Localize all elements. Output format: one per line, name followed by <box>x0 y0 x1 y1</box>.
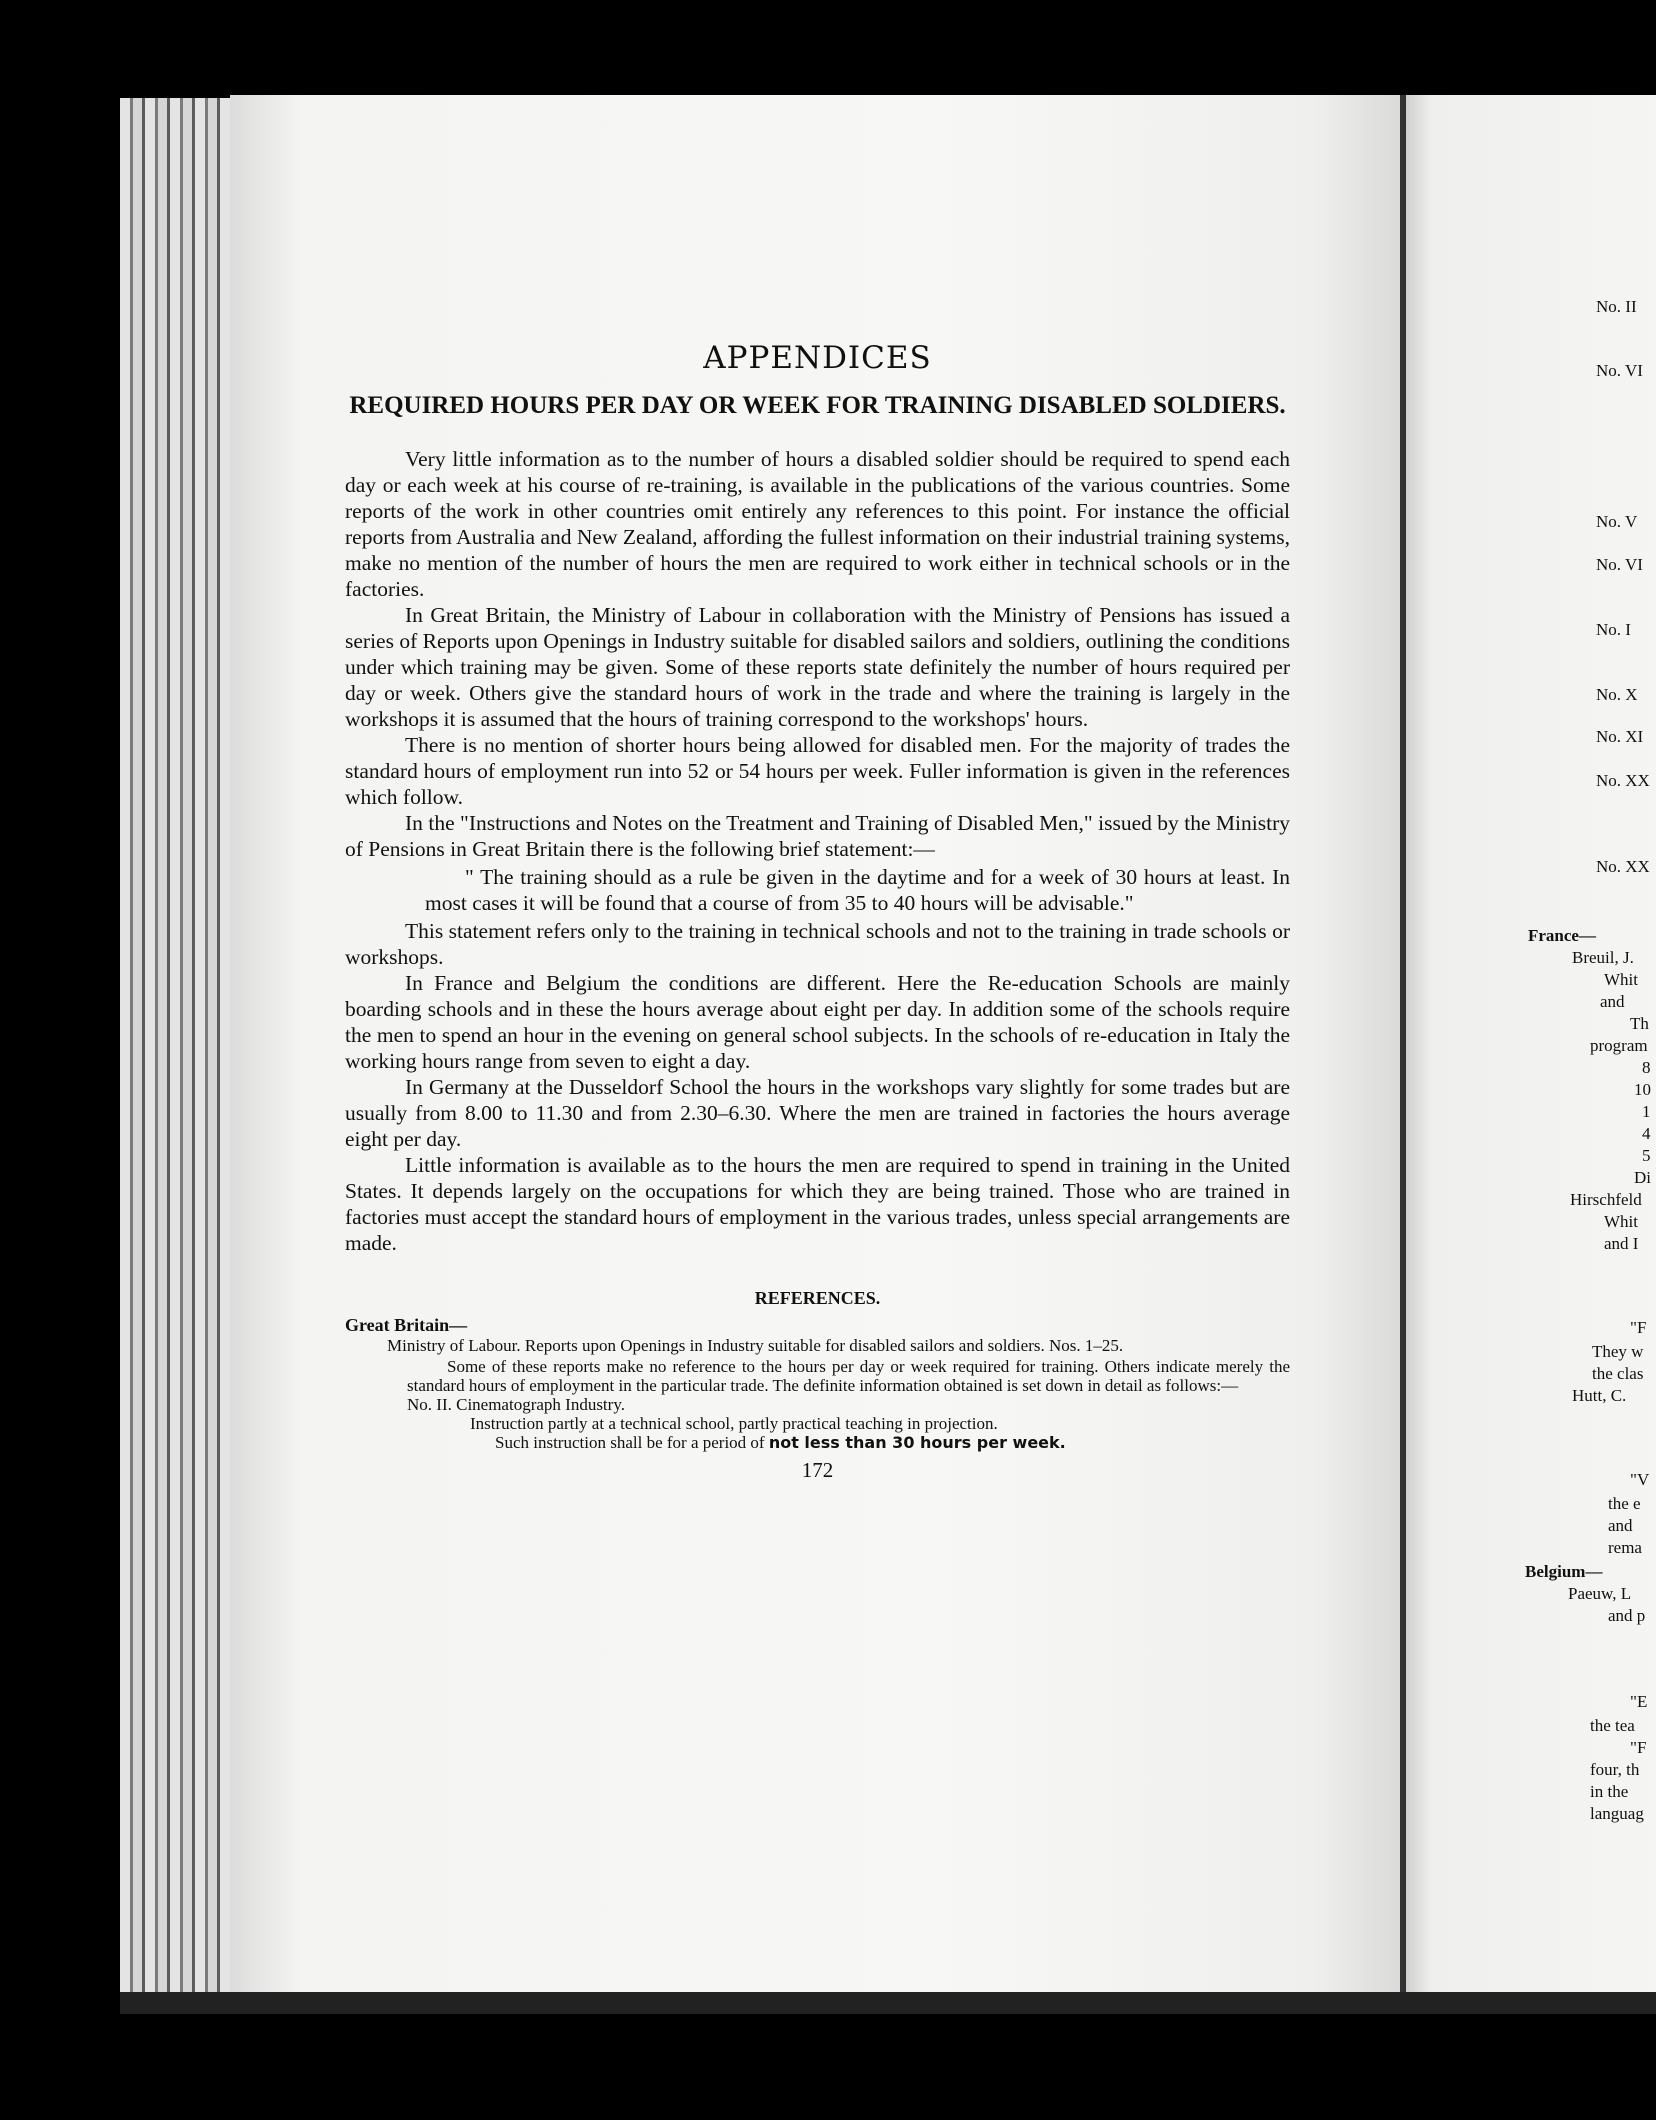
page-title: APPENDICES <box>703 340 932 376</box>
paragraph: This statement refers only to the training in technical schools and not to the training in trade schools or workshops. <box>345 919 1290 969</box>
paragraph: In Great Britain, the Ministry of Labour in collaboration with the Ministry of Pensions has issued a series of Reports upon Openings in Industry suitable for disabled sailors and soldiers, outlining the conditions under which training may be given. Some of these reports state definitely the number of hours required per day or week. Others give the standard hours of work in the trade and where the training is largely in the workshops it is assumed that the hours of training correspond to the workshops' hours. <box>345 603 1290 731</box>
page-number: 172 <box>801 1458 834 1482</box>
reference-entry: Ministry of Labour. Reports upon Openings in Industry suitable for disabled sailors and soldiers. Nos. 1–25. <box>387 1336 1124 1355</box>
left-page-content <box>345 340 1290 1483</box>
right-page-fragment: No. X <box>1596 685 1638 704</box>
right-page-fragment: the tea <box>1590 1716 1635 1735</box>
right-page-fragment: and <box>1608 1516 1633 1535</box>
right-page-fragment: in the <box>1590 1782 1629 1801</box>
reference-detail: Instruction partly at a technical school, partly practical teaching in projection. <box>470 1414 998 1433</box>
right-page-fragment: Paeuw, L <box>1568 1584 1632 1603</box>
right-page-fragment: They w <box>1592 1342 1644 1361</box>
right-page-fragment: and I <box>1604 1234 1639 1253</box>
body-text <box>345 446 1290 1256</box>
right-page-fragment: No. V <box>1596 512 1638 531</box>
right-page-fragment: languag <box>1590 1804 1644 1823</box>
paragraph: In the "Instructions and Notes on the Treatment and Training of Disabled Men," issued by the Ministry of Pensions in Great Britain there is the following brief statement:— <box>345 811 1290 861</box>
paragraph: There is no mention of shorter hours being allowed for disabled men. For the majority of trades the standard hours of employment run into 52 or 54 hours per week. Fuller information is given in the references which follow. <box>345 733 1290 809</box>
right-page-fragment: No. XI <box>1596 727 1644 746</box>
right-page-fragment: and p <box>1608 1606 1646 1625</box>
right-page-fragment: Whit <box>1604 970 1638 989</box>
right-page-fragment: Belgium— <box>1525 1562 1603 1581</box>
right-page-fragment: Whit <box>1604 1212 1638 1231</box>
right-page-fragment: Hirschfeld <box>1570 1190 1642 1209</box>
reference-item: No. II. Cinematograph Industry. <box>407 1395 625 1414</box>
right-page-fragment: rema <box>1608 1538 1642 1557</box>
paragraph: Little information is available as to the hours the men are required to spend in training in the United States. It depends largely on the occupations for which they are being trained. Those who are trained in factories must accept the standard hours of employment in the various trades, unless special arrangements are made. <box>345 1153 1290 1255</box>
paragraph: Very little information as to the number of hours a disabled soldier should be required to spend each day or each week at his course of re-training, is available in the publications of the various countries. Some reports of the work in other countries omit entirely any references to this point. For instance the official reports from Australia and New Zealand, affording the fullest information on their industrial training systems, make no mention of the number of hours the men are required to work either in technical schools or in the factories. <box>345 447 1290 601</box>
right-page-fragment: No. XX <box>1596 857 1650 876</box>
right-page-fragment: No. XX <box>1596 771 1650 790</box>
right-page-fragment: program <box>1590 1036 1648 1055</box>
right-page-fragment: "F <box>1630 1318 1647 1337</box>
right-page-fragment: "E <box>1630 1692 1648 1711</box>
right-page-fragment: 8 <box>1642 1058 1651 1077</box>
right-page-fragment: 5 <box>1642 1146 1651 1165</box>
right-page-fragment: France— <box>1528 926 1596 945</box>
reference-region: Great Britain— <box>345 1315 468 1335</box>
book-page-edges <box>120 98 240 1998</box>
right-page-fragment: No. I <box>1596 620 1631 639</box>
right-page-fragment: 1 <box>1642 1102 1651 1121</box>
block-quote: " The training should as a rule be given in the daytime and for a week of 30 hours at least. In most cases it will be found that a course of from 35 to 40 hours will be advisable." <box>425 865 1290 915</box>
right-page-fragment: the e <box>1608 1494 1641 1513</box>
reference-detail <box>495 1433 1290 1452</box>
right-page-fragment: "F <box>1630 1738 1647 1757</box>
right-page-fragment: No. VI <box>1596 361 1643 380</box>
right-page-fragment: Th <box>1630 1014 1649 1033</box>
references-heading: REFERENCES. <box>754 1288 881 1308</box>
right-page-fragment: the clas <box>1592 1364 1644 1383</box>
right-page-fragment: "V <box>1630 1470 1650 1489</box>
right-page-fragment: No. II <box>1596 297 1637 316</box>
right-page-fragment: and <box>1600 992 1625 1011</box>
paragraph: In Germany at the Dusseldorf School the hours in the workshops vary slightly for some trades but are usually from 8.00 to 11.30 and from 2.30–6.30. Where the men are trained in factories the hours average eight per day. <box>345 1075 1290 1151</box>
right-page-fragment: Di <box>1634 1168 1651 1187</box>
paragraph: In France and Belgium the conditions are different. Here the Re-education Schools are mainly boarding schools and in these the hours average about eight per day. In addition some of the schools require the men to spend an hour in the evening on general school subjects. In the schools of re-education in Italy the working hours range from seven to eight a day. <box>345 971 1290 1073</box>
section-heading: REQUIRED HOURS PER DAY OR WEEK FOR TRAINING DISABLED SOLDIERS. <box>349 392 1286 419</box>
reference-detail-text: Such instruction shall be for a period of <box>495 1433 765 1452</box>
right-page-fragment: 4 <box>1642 1124 1651 1143</box>
right-page-fragment: No. VI <box>1596 555 1643 574</box>
right-page-fragment: Breuil, J. <box>1572 948 1634 967</box>
right-page-fragment: four, th <box>1590 1760 1640 1779</box>
reference-detail-emphasis: not less than 30 hours per week. <box>768 1433 1066 1452</box>
right-page-fragment: Hutt, C. <box>1572 1386 1627 1405</box>
right-page-fragment: 10 <box>1634 1080 1651 1099</box>
scan-bottom-shadow <box>120 1992 1656 2014</box>
reference-note: Some of these reports make no reference to the hours per day or week required for training. Others indicate merely the standard hours of employment in the particular trade. The definite information obtained is set down in detail as follows:— <box>407 1357 1290 1395</box>
